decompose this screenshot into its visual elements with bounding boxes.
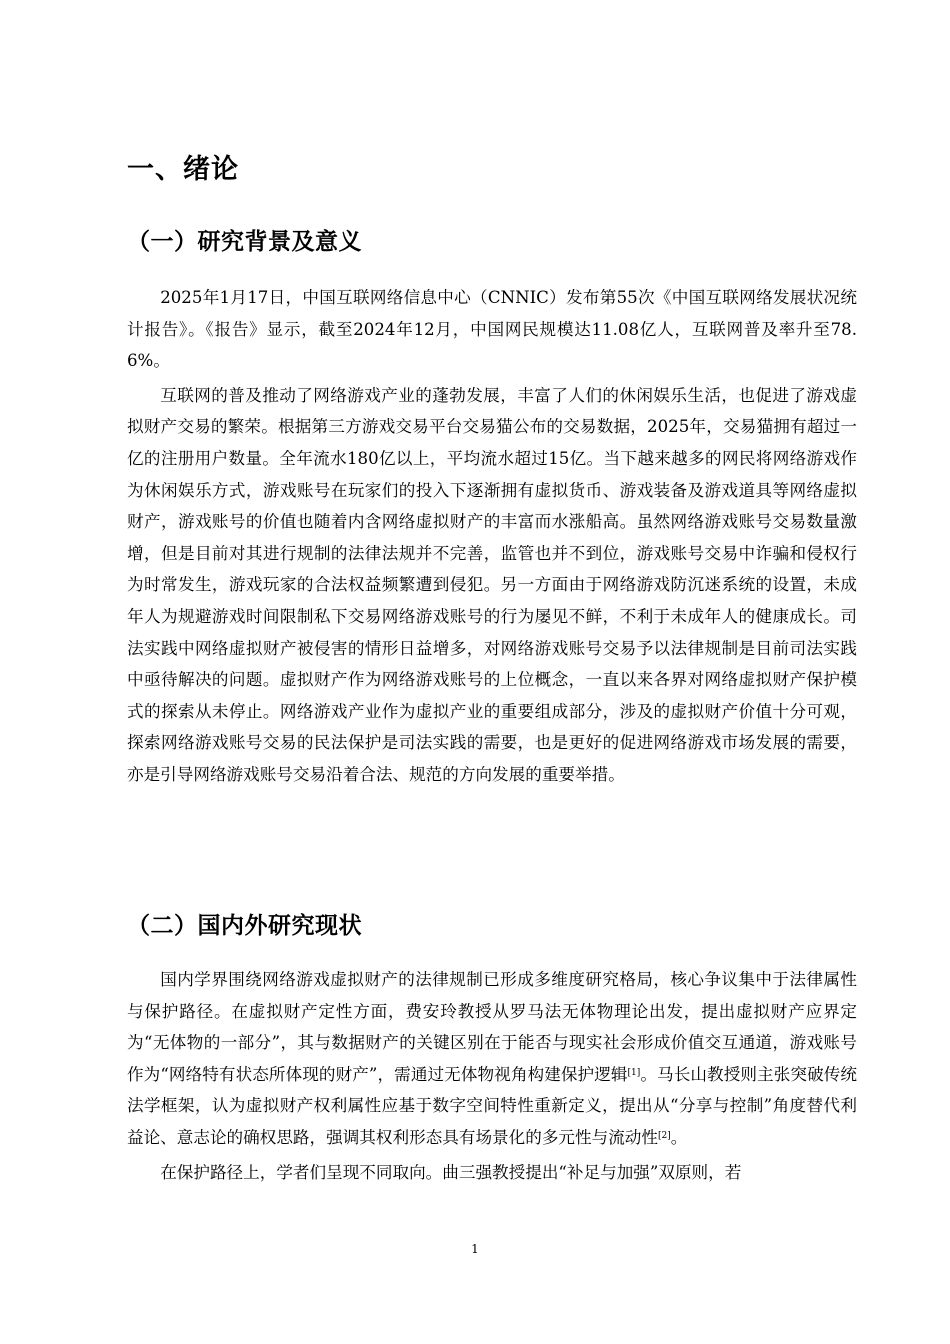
paragraph-protection-path: 在保护路径上，学者们呈现不同取向。曲三强教授提出“补足与加强”双原则，若 <box>160 1162 742 1182</box>
page-number: 1 <box>471 1242 479 1256</box>
paragraph-text-part: 。 <box>670 1127 688 1147</box>
paragraph-game-industry: 互联网的普及推动了网络游戏产业的蓬勃发展，丰富了人们的休闲娱乐生活，也促进了游戏虚拟财产交易的繁荣。根据第三方游戏交易平台交易猫公布的交易数据，2025年，交易猫拥有超过一亿的注册用户数量。全年流水180亿以上，平均流水超过15亿。当下越来越多的网民将网络游戏作为休闲娱乐方式，游戏账号在玩家们的投入下逐渐拥有虚拟货币、游戏装备及游戏道具等网络虚拟财产，游戏账号的价值也随着内含网络虚拟财产的丰富而水涨船高。虽然网络游戏账号交易数量激增，但是目前对其进行规制的法律法规并不完善，监管也并不到位，游戏账号交易中诈骗和侵权行为时常发生，游戏玩家的合法权益频繁遭到侵犯。另一方面由于网络游戏防沉迷系统的设置，未成年人为规避游戏时间限制私下交易网络游戏账号的行为屡见不鲜，不利于未成年人的健康成长。司法实践中网络虚拟财产被侵害的情形日益增多，对网络游戏账号交易予以法律规制是目前司法实践中亟待解决的问题。虚拟财产作为网络游戏账号的上位概念，一直以来各界对网络虚拟财产保护模式的探索从未停止。网络游戏产业作为虚拟产业的重要组成部分，涉及的虚拟财产价值十分可观，探索网络游戏账号交易的民法保护是司法实践的需要，也是更好的促进网络游戏市场发展的需要，亦是引导网络游戏账号交易沿着合法、规范的方向发展的重要举措。 <box>127 385 857 784</box>
chapter-heading: 一、绪论 <box>127 154 239 185</box>
paragraph-text-part: 国内学界围绕网络游戏虚拟财产的法律规制已形成多维度研究格局，核心争议集中于法律属性与保护路径。在虚拟财产定性方面，费安玲教授从罗马法无体物理论出发，提出虚拟财产应界定为“无体物的一部分”，其与数据财产的关键区别在于能否与现实社会形成价值交互通道，游戏账号作为“网络特有状态所体现的财产”，需通过无体物视角构建保护逻辑 <box>127 970 857 1084</box>
section-heading-research-status: （二）国内外研究现状 <box>127 913 362 939</box>
citation-ref: [2] <box>658 1130 671 1141</box>
section-heading-background: （一）研究背景及意义 <box>127 229 362 255</box>
citation-ref: [1] <box>627 1067 641 1078</box>
section-background-body <box>127 282 857 794</box>
section-research-status-body <box>127 964 857 1191</box>
paragraph-cnnic-report: 2025年1月17日，中国互联网络信息中心（CNNIC）发布第55次《中国互联网络发展状况统计报告》。《报告》显示，截至2024年12月，中国网民规模达11.08亿人，互联网普及率升至78.6%。 <box>127 288 857 371</box>
paragraph-domestic-research <box>127 964 857 1154</box>
paragraph-text-part: 。马长山教授则主张突破传统法学框架，认为虚拟财产权利属性应基于数字空间特性重新定义，提出从“分享与控制”角度替代利益论、意志论的确权思路，强调其权利形态具有场景化的多元性与流动性 <box>127 1064 858 1147</box>
